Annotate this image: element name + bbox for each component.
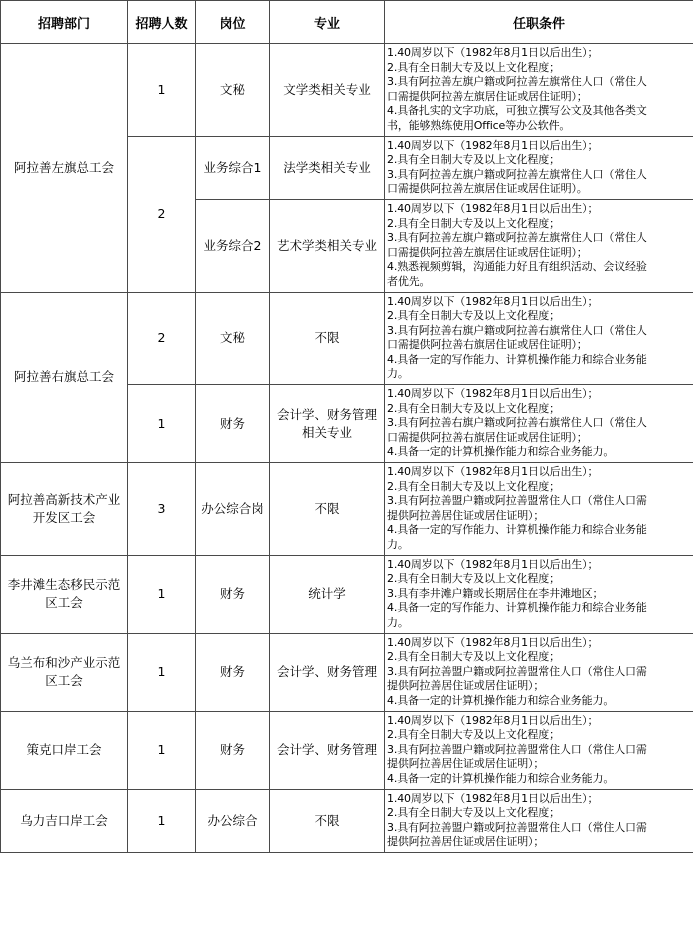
requirement-line: 2.具有全日制大专及以上文化程度； bbox=[387, 309, 560, 323]
requirement-line: 2.具有全日制大专及以上文化程度； bbox=[387, 572, 560, 586]
post-cell: 财务 bbox=[196, 633, 270, 711]
count-cell: 1 bbox=[128, 385, 196, 463]
table-row bbox=[1, 292, 693, 385]
table-row bbox=[1, 789, 693, 852]
requirement-line: 4.具备一定的计算机操作能力和综合业务能力。 bbox=[387, 771, 615, 785]
requirements-cell bbox=[385, 463, 693, 556]
requirements-cell bbox=[385, 555, 693, 633]
post-cell: 文秘 bbox=[196, 292, 270, 385]
count-cell: 3 bbox=[128, 463, 196, 556]
requirement-line: 2.具有全日制大专及以上文化程度； bbox=[387, 728, 560, 742]
dept-cell: 阿拉善左旗总工会 bbox=[1, 44, 128, 293]
count-cell: 1 bbox=[128, 789, 196, 852]
requirement-line: 1.40周岁以下（1982年8月1日以后出生）； bbox=[387, 387, 599, 401]
major-cell: 会计学、财务管理 bbox=[270, 711, 385, 789]
dept-cell: 李井滩生态移民示范区工会 bbox=[1, 555, 128, 633]
requirements-cell bbox=[385, 789, 693, 852]
post-cell: 业务综合1 bbox=[196, 136, 270, 199]
header-row bbox=[1, 1, 693, 44]
requirement-line: 3.具有阿拉善左旗户籍或阿拉善左旗常住人口（常住人 bbox=[387, 167, 647, 181]
requirement-line: 口需提供阿拉善左旗居住证或居住证明）； bbox=[387, 89, 588, 103]
major-cell: 艺术学类相关专业 bbox=[270, 199, 385, 292]
requirement-line: 2.具有全日制大专及以上文化程度； bbox=[387, 806, 560, 820]
requirement-line: 4.具备扎实的文字功底，可独立撰写公文及其他各类文 bbox=[387, 104, 647, 118]
post-cell: 办公综合 bbox=[196, 789, 270, 852]
table-row bbox=[1, 555, 693, 633]
requirements-cell bbox=[385, 136, 693, 199]
requirements-cell bbox=[385, 292, 693, 385]
requirement-line: 3.具有阿拉善盟户籍或阿拉善盟常住人口（常住人口需 bbox=[387, 494, 647, 508]
requirement-line: 书，能够熟练使用Office等办公软件。 bbox=[387, 118, 571, 132]
header-count: 招聘人数 bbox=[128, 1, 196, 44]
requirement-line: 口需提供阿拉善左旗居住证或居住证明）。 bbox=[387, 182, 588, 196]
dept-cell: 阿拉善右旗总工会 bbox=[1, 292, 128, 463]
requirement-line: 2.具有全日制大专及以上文化程度； bbox=[387, 479, 560, 493]
requirement-line: 4.具备一定的计算机操作能力和综合业务能力。 bbox=[387, 445, 615, 459]
major-cell: 不限 bbox=[270, 463, 385, 556]
requirement-line: 提供阿拉善居住证或居住证明）； bbox=[387, 508, 545, 522]
requirements-cell bbox=[385, 633, 693, 711]
header-post: 岗位 bbox=[196, 1, 270, 44]
dept-cell: 策克口岸工会 bbox=[1, 711, 128, 789]
requirement-line: 3.具有阿拉善盟户籍或阿拉善盟常住人口（常住人口需 bbox=[387, 820, 647, 834]
major-cell: 会计学、财务管理 bbox=[270, 633, 385, 711]
table-body bbox=[1, 44, 693, 853]
requirement-line: 2.具有全日制大专及以上文化程度； bbox=[387, 650, 560, 664]
header-major: 专业 bbox=[270, 1, 385, 44]
requirement-line: 1.40周岁以下（1982年8月1日以后出生）； bbox=[387, 713, 599, 727]
requirement-line: 3.具有阿拉善右旗户籍或阿拉善右旗常住人口（常住人 bbox=[387, 323, 647, 337]
requirement-line: 提供阿拉善居住证或居住证明）； bbox=[387, 835, 545, 849]
requirement-line: 口需提供阿拉善右旗居住证或居住证明）； bbox=[387, 430, 588, 444]
requirement-line: 1.40周岁以下（1982年8月1日以后出生）； bbox=[387, 791, 599, 805]
requirement-line: 3.具有阿拉善左旗户籍或阿拉善左旗常住人口（常住人 bbox=[387, 231, 647, 245]
table-row bbox=[1, 44, 693, 137]
requirement-line: 口需提供阿拉善右旗居住证或居住证明）； bbox=[387, 338, 588, 352]
requirement-line: 1.40周岁以下（1982年8月1日以后出生）； bbox=[387, 465, 599, 479]
requirement-line: 3.具有阿拉善左旗户籍或阿拉善左旗常住人口（常住人 bbox=[387, 75, 647, 89]
requirement-line: 力。 bbox=[387, 615, 409, 629]
major-cell: 文学类相关专业 bbox=[270, 44, 385, 137]
requirement-line: 4.熟悉视频剪辑，沟通能力好且有组织活动、会议经验 bbox=[387, 260, 647, 274]
post-cell: 办公综合岗 bbox=[196, 463, 270, 556]
major-cell: 会计学、财务管理相关专业 bbox=[270, 385, 385, 463]
post-cell: 业务综合2 bbox=[196, 199, 270, 292]
requirements-cell bbox=[385, 385, 693, 463]
requirement-line: 1.40周岁以下（1982年8月1日以后出生）； bbox=[387, 635, 599, 649]
requirement-line: 3.具有阿拉善右旗户籍或阿拉善右旗常住人口（常住人 bbox=[387, 416, 647, 430]
requirement-line: 提供阿拉善居住证或居住证明）； bbox=[387, 757, 545, 771]
dept-cell: 乌兰布和沙产业示范区工会 bbox=[1, 633, 128, 711]
requirements-cell bbox=[385, 44, 693, 137]
table-row bbox=[1, 711, 693, 789]
requirement-line: 3.具有阿拉善盟户籍或阿拉善盟常住人口（常住人口需 bbox=[387, 742, 647, 756]
table-row bbox=[1, 463, 693, 556]
requirement-line: 口需提供阿拉善左旗居住证或居住证明）； bbox=[387, 245, 588, 259]
requirement-line: 1.40周岁以下（1982年8月1日以后出生）； bbox=[387, 294, 599, 308]
header-dept: 招聘部门 bbox=[1, 1, 128, 44]
requirement-line: 1.40周岁以下（1982年8月1日以后出生）； bbox=[387, 138, 599, 152]
requirement-line: 1.40周岁以下（1982年8月1日以后出生）； bbox=[387, 201, 599, 215]
major-cell: 统计学 bbox=[270, 555, 385, 633]
requirement-line: 力。 bbox=[387, 367, 409, 381]
requirement-line: 3.具有李井滩户籍或长期居住在李井滩地区； bbox=[387, 586, 604, 600]
requirement-line: 提供阿拉善居住证或居住证明）； bbox=[387, 679, 545, 693]
post-cell: 文秘 bbox=[196, 44, 270, 137]
requirement-line: 力。 bbox=[387, 538, 409, 551]
count-cell: 2 bbox=[128, 136, 196, 292]
requirement-line: 4.具备一定的计算机操作能力和综合业务能力。 bbox=[387, 693, 615, 707]
count-cell: 1 bbox=[128, 555, 196, 633]
requirement-line: 4.具备一定的写作能力、计算机操作能力和综合业务能 bbox=[387, 523, 647, 537]
post-cell: 财务 bbox=[196, 385, 270, 463]
post-cell: 财务 bbox=[196, 555, 270, 633]
requirement-line: 2.具有全日制大专及以上文化程度； bbox=[387, 216, 560, 230]
requirements-cell bbox=[385, 711, 693, 789]
major-cell: 法学类相关专业 bbox=[270, 136, 385, 199]
dept-cell: 阿拉善高新技术产业开发区工会 bbox=[1, 463, 128, 556]
requirement-line: 2.具有全日制大专及以上文化程度； bbox=[387, 401, 560, 415]
count-cell: 1 bbox=[128, 711, 196, 789]
major-cell: 不限 bbox=[270, 789, 385, 852]
requirement-line: 4.具备一定的写作能力、计算机操作能力和综合业务能 bbox=[387, 601, 647, 615]
requirement-line: 1.40周岁以下（1982年8月1日以后出生）； bbox=[387, 557, 599, 571]
requirement-line: 2.具有全日制大专及以上文化程度； bbox=[387, 153, 560, 167]
header-requirements: 任职条件 bbox=[385, 1, 693, 44]
requirement-line: 2.具有全日制大专及以上文化程度； bbox=[387, 60, 560, 74]
post-cell: 财务 bbox=[196, 711, 270, 789]
count-cell: 1 bbox=[128, 633, 196, 711]
major-cell: 不限 bbox=[270, 292, 385, 385]
requirement-line: 1.40周岁以下（1982年8月1日以后出生）； bbox=[387, 46, 599, 59]
requirements-cell bbox=[385, 199, 693, 292]
count-cell: 1 bbox=[128, 44, 196, 137]
requirement-line: 者优先。 bbox=[387, 274, 431, 288]
requirement-line: 4.具备一定的写作能力、计算机操作能力和综合业务能 bbox=[387, 352, 647, 366]
table-row bbox=[1, 633, 693, 711]
dept-cell: 乌力吉口岸工会 bbox=[1, 789, 128, 852]
count-cell: 2 bbox=[128, 292, 196, 385]
requirement-line: 3.具有阿拉善盟户籍或阿拉善盟常住人口（常住人口需 bbox=[387, 664, 647, 678]
